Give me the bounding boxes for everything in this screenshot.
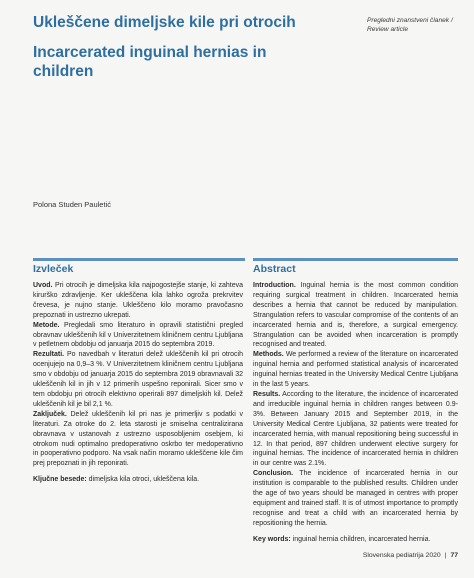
footer-separator: | (444, 552, 447, 559)
block-label: Conclusion. (253, 470, 294, 478)
block-text: We performed a review of the literature on incarcerated inguinal hernia and performed statistical analysis of incarcerated inguinal hernias treated in the University Medical Centre Ljubljana in the last 5 years. (253, 351, 458, 389)
abstract-en-heading: Abstract (253, 263, 296, 275)
block-text: dimeljska kila otroci, ukleščena kila. (86, 476, 200, 484)
block-label: Ključne besede: (33, 476, 87, 484)
block-text: According to the literature, the incidence of incarcerated and irreducible inguinal hernia in children ranges between 0.9-3%. Between January 2015 and September 2019, in the University Medical Centre Ljubljana, 32 patients were treated for incarcerated hernia, with manual repositioning being successful in 12. In that period, 897 children underwent elective surgery for inguinal hernias. The incidence of incarcerated hernia in children in our centre was 2.1%. (253, 390, 458, 468)
abstract-sl-conclusion (33, 410, 243, 469)
article-title-english: Incarcerated inguinal hernias in children (33, 44, 267, 80)
abstract-sl-results (33, 350, 243, 409)
abstract-english (253, 263, 458, 545)
block-label: Uvod. (33, 282, 53, 289)
article-type-english: Review article (367, 26, 409, 33)
abstract-en-introduction (253, 281, 458, 350)
block-label: Methods. (253, 351, 284, 359)
block-text: Inguinal hernia is the most common condition requiring surgical treatment in children. Incarcerated hernia describes a hernia that cannot be reduced by manipulation. Strangulation refers to vascular compromise of the contents of an incarcerated hernia and is, therefore, a surgical emergency. Strangulation can be avoided when incarceration is promptly recognised and treated. (253, 282, 458, 349)
abstract-sl-methods (33, 321, 243, 351)
page-footer (300, 552, 458, 559)
author-name: Polona Studen Pauletić (33, 200, 111, 209)
abstract-en-results (253, 390, 458, 469)
block-label: Key words: (253, 535, 291, 543)
block-label: Metode. (33, 321, 60, 329)
journal-name: Slovenska pediatrija 2020 (362, 552, 441, 559)
block-text: Delež ukleščenih kil pri nas je primerljiv s podatki v literaturi. Za otroke do 2. leta starosti je smiselna centralizirana obravnava v ustanovah z ustrezno usposobljenim osebjem, ki otrokom nudi optimalno predoperativno oskrbo ter medoperativno in pooperativno podporo. Na vsak način moramo ukleščene kile čim prej prepoznati in jih reponirati. (33, 410, 243, 468)
article-title-slovenian: Ukleščene dimeljske kile pri otrocih (33, 14, 296, 31)
block-label: Introduction. (253, 282, 296, 289)
block-text: Po navedbah v literaturi delež ukleščenih kil pri otrocih ocenjujejo na 0,9–3 %. V Univerzitetnem kliničnem centru Ljubljana smo v obdobju od januarja 2015 do septembra 2019 obravnavali 32 ukleščenih kil in jih v 12 primerih uspešno reponirali. Sicer smo v tem obdobju pri otrocih elektivno operirali 897 dimeljskih kil. Delež ukleščenih kil je bil 2,1 %. (33, 351, 243, 408)
block-label: Zaključek. (33, 410, 67, 418)
block-label: Rezultati. (33, 351, 65, 359)
article-type (367, 16, 467, 34)
abstract-en-keywords (253, 535, 458, 545)
abstract-slovenian (33, 263, 243, 485)
abstract-sl-keywords (33, 475, 243, 485)
block-text: Pregledali smo literaturo in opravili statistični pregled obravnav ukleščenih kil v Univerzitetnem kliničnem centru Ljubljana v petletnem obdobju od januarja 2015 do septembra 2019. (33, 321, 243, 349)
page-number: 77 (450, 552, 458, 559)
article-type-slovenian: Pregledni znanstveni članek / (367, 17, 453, 24)
abstract-en-methods (253, 350, 458, 390)
block-text: The incidence of incarcerated hernia in our institution is comparable to the published results. Children under the age of two years should be managed in centres with proper equipment and trained staff. It is of utmost importance to promptly recognise and treat a child with an incarcerated hernia by repositioning the hernia. (253, 470, 458, 527)
abstract-sl-rule (33, 258, 245, 261)
block-text: Pri otrocih je dimeljska kila najpogostejše stanje, ki zahteva kirurško zdravljenje. Ker ukleščena kila lahko ogroža prekrvitev črevesa, je nujno stanje. Ukleščeno kilo moramo pravočasno prepoznati in ustrezno ukrepati. (33, 282, 243, 319)
abstract-en-conclusion (253, 469, 458, 528)
block-text: inguinal hernia children, incarcerated hernia. (290, 535, 431, 543)
abstract-en-rule (253, 258, 458, 261)
abstract-sl-heading: Izvleček (33, 263, 74, 275)
abstract-sl-intro (33, 281, 243, 321)
block-label: Results. (253, 390, 281, 398)
